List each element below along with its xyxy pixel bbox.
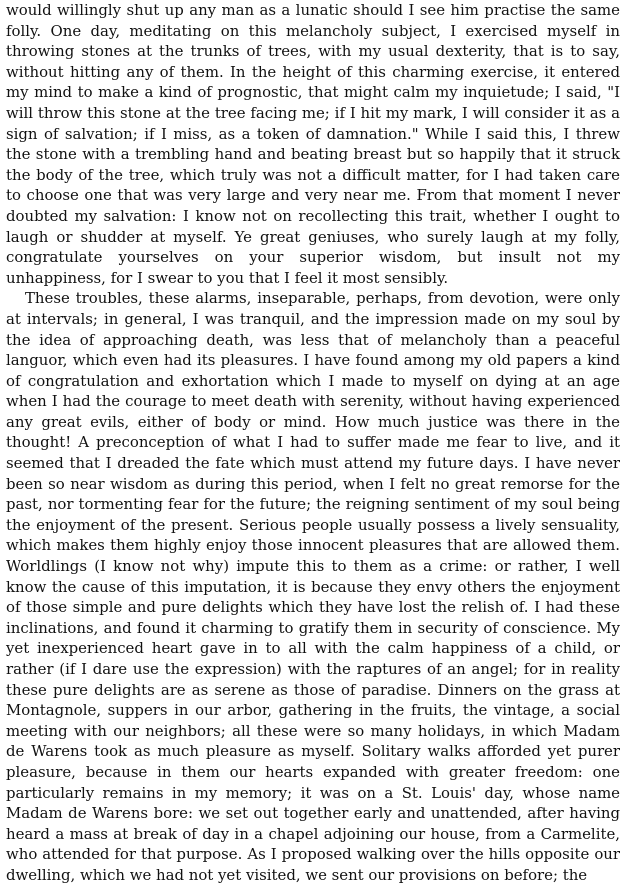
- paragraph-troubles-and-alarms: These troubles, these alarms, inseparable, perhaps, from devotion, were only at intervals; in general, I was tranquil, and the impression made on my soul by the idea of approaching death, was less that of melancholy than a peaceful languor, which even had its pleasures. I have found among my old papers a kind of congratulation and exhortation which I made to myself on dying at an age when I had the courage to meet death with serenity, without having experienced any great evils, either of body or mind. How much justice was there in the thought! A preconception of what I had to suffer made me fear to live, and it seemed that I dreaded the fate which must attend my future days. I have never been so near wisdom as during this period, when I felt no great remorse for the past, nor tormenting fear for the future; the reigning sentiment of my soul being the enjoyment of the present. Serious people usually possess a lively sensuality, which makes them highly enjoy those innocent pleasures that are allowed them. Worldlings (I know not why) impute this to them as a crime: or rather, I well know the cause of this imputation, it is because they envy others the enjoyment of those simple and pure delights which they have lost the relish of. I had these inclinations, and found it charming to gratify them in security of conscience. My yet inexperienced heart gave in to all with the calm happiness of a child, or rather (if I dare use the expression) with the raptures of an angel; for in reality these pure delights are as serene as those of paradise. Dinners on the grass at Montagnole, suppers in our arbor, gathering in the fruits, the vintage, a social meeting with our neighbors; all these were so many holidays, in which Madam de Warens took as much pleasure as myself. Solitary walks afforded yet purer pleasure, because in them our hearts expanded with greater freedom: one particularly remains in my memory; it was on a St. Louis' day, whose name Madam de Warens bore: we set out together early and unattended, after having heard a mass at break of day in a chapel adjoining our house, from a Carmelite, who attended for that purpose. As I proposed walking over the hills opposite our dwelling, which we had not yet visited, we sent our provisions on before; the: [6, 289, 620, 884]
- paragraph-continued: would willingly shut up any man as a lunatic should I see him practise the same folly. One day, meditating on this melancholy subject, I exercised myself in throwing stones at the trunks of trees, with my usual dexterity, that is to say, without hitting any of them. In the height of this charming exercise, it entered my mind to make a kind of prognostic, that might calm my inquietude; I said, "I will throw this stone at the tree facing me; if I hit my mark, I will consider it as a sign of salvation; if I miss, as a token of damnation." While I said this, I threw the stone with a trembling hand and beating breast but so happily that it struck the body of the tree, which truly was not a difficult matter, for I had taken care to choose one that was very large and very near me. From that moment I never doubted my salvation: I know not on recollecting this trait, whether I ought to laugh or shudder at myself. Ye great geniuses, who surely laugh at my folly, congratulate yourselves on your superior wisdom, but insult not my unhappiness, for I swear to you that I feel it most sensibly.: [6, 1, 620, 287]
- document-page: [6, 0, 620, 886]
